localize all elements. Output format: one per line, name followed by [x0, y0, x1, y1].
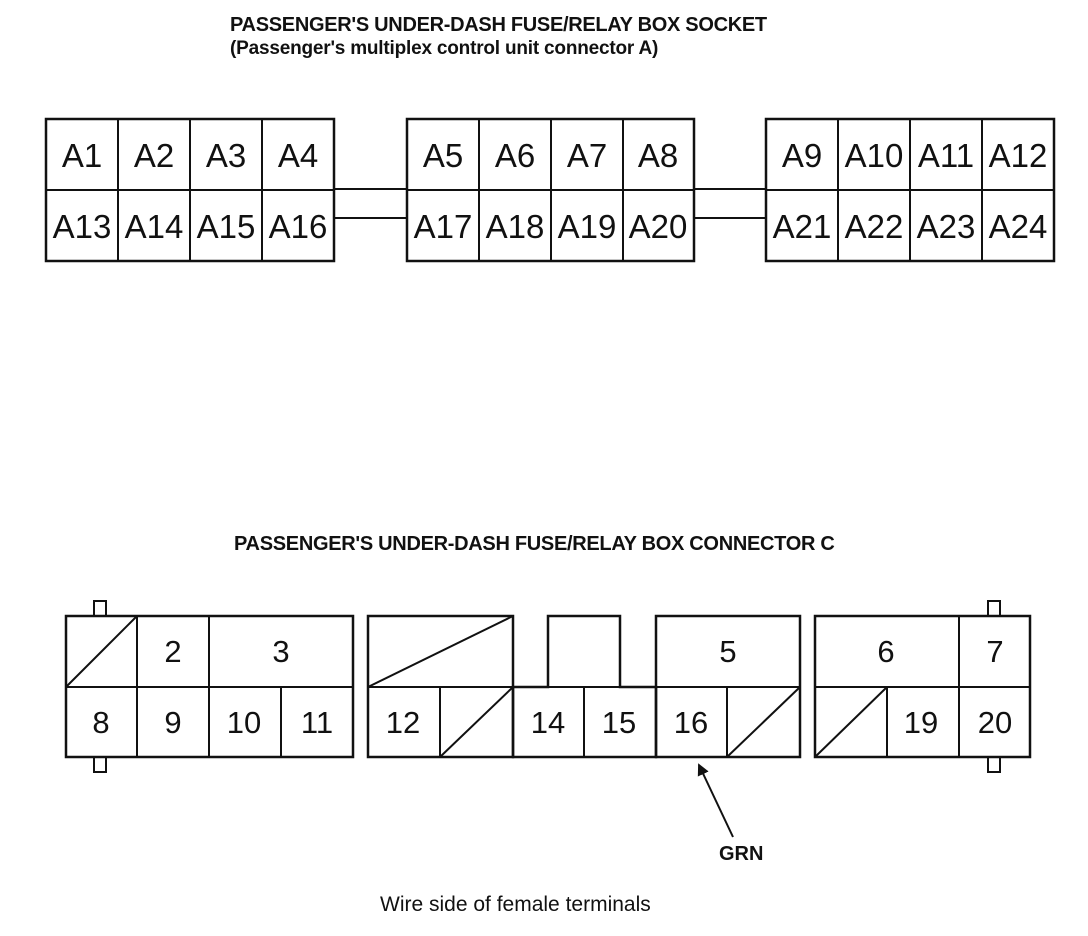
terminal-side-note: Wire side of female terminals	[380, 893, 651, 916]
wire-color-label: GRN	[719, 843, 764, 865]
socket-a-subtitle: (Passenger's multiplex control unit connector A)	[230, 38, 659, 59]
connector-c	[66, 601, 1030, 837]
unused-terminal-slash	[440, 687, 513, 757]
mounting-tab	[94, 757, 106, 772]
unused-terminal-slash	[815, 687, 887, 757]
terminal-label: A14	[124, 208, 184, 245]
terminal-label: A18	[485, 208, 545, 245]
terminal-label: A1	[61, 137, 103, 174]
terminal-label: 10	[226, 705, 262, 740]
mounting-tab	[94, 601, 106, 616]
terminal-label: 3	[272, 634, 290, 669]
terminal-label: A11	[917, 137, 975, 174]
mounting-tab	[988, 601, 1000, 616]
connector-c-title: PASSENGER'S UNDER-DASH FUSE/RELAY BOX CONNECTOR C	[234, 533, 835, 555]
unused-terminal-slash	[368, 616, 513, 687]
terminal-label: A3	[205, 137, 247, 174]
terminal-label: 19	[903, 705, 939, 740]
terminal-label: 16	[673, 705, 709, 740]
terminal-label: 15	[601, 705, 637, 740]
terminal-label: A20	[628, 208, 688, 245]
terminal-label: A10	[844, 137, 904, 174]
terminal-label: 8	[92, 705, 110, 740]
terminal-label: A16	[268, 208, 328, 245]
socket-block-middle	[407, 119, 694, 261]
terminal-label: 7	[986, 634, 1004, 669]
terminal-label: A19	[557, 208, 617, 245]
terminal-label: A12	[988, 137, 1048, 174]
socket-block-right	[766, 119, 1054, 261]
terminal-label: A23	[916, 208, 976, 245]
terminal-label: A13	[52, 208, 112, 245]
terminal-label: 12	[385, 705, 421, 740]
terminal-label: 20	[977, 705, 1013, 740]
terminal-label: 11	[300, 705, 334, 740]
terminal-label: A6	[494, 137, 536, 174]
unused-terminal-slash	[727, 687, 800, 757]
terminal-label: A17	[413, 208, 473, 245]
terminal-label: 2	[164, 634, 182, 669]
terminal-label: 9	[164, 705, 182, 740]
terminal-label: 14	[530, 705, 566, 740]
socket-a	[46, 119, 1054, 261]
terminal-label: A21	[772, 208, 832, 245]
terminal-label: A9	[781, 137, 823, 174]
terminal-label: A7	[566, 137, 608, 174]
unused-terminal-slash	[66, 616, 137, 687]
mounting-tab	[988, 757, 1000, 772]
terminal-label: 5	[719, 634, 737, 669]
terminal-label: A24	[988, 208, 1048, 245]
terminal-label: A8	[637, 137, 679, 174]
terminal-label: 6	[877, 634, 895, 669]
terminal-label: A22	[844, 208, 904, 245]
terminal-label: A2	[133, 137, 175, 174]
terminal-label: A15	[196, 208, 256, 245]
arrow-icon	[699, 765, 733, 837]
terminal-label: A5	[422, 137, 464, 174]
socket-a-title: PASSENGER'S UNDER-DASH FUSE/RELAY BOX SOCKET	[230, 14, 767, 36]
socket-block-left	[46, 119, 334, 261]
terminal-label: A4	[277, 137, 319, 174]
